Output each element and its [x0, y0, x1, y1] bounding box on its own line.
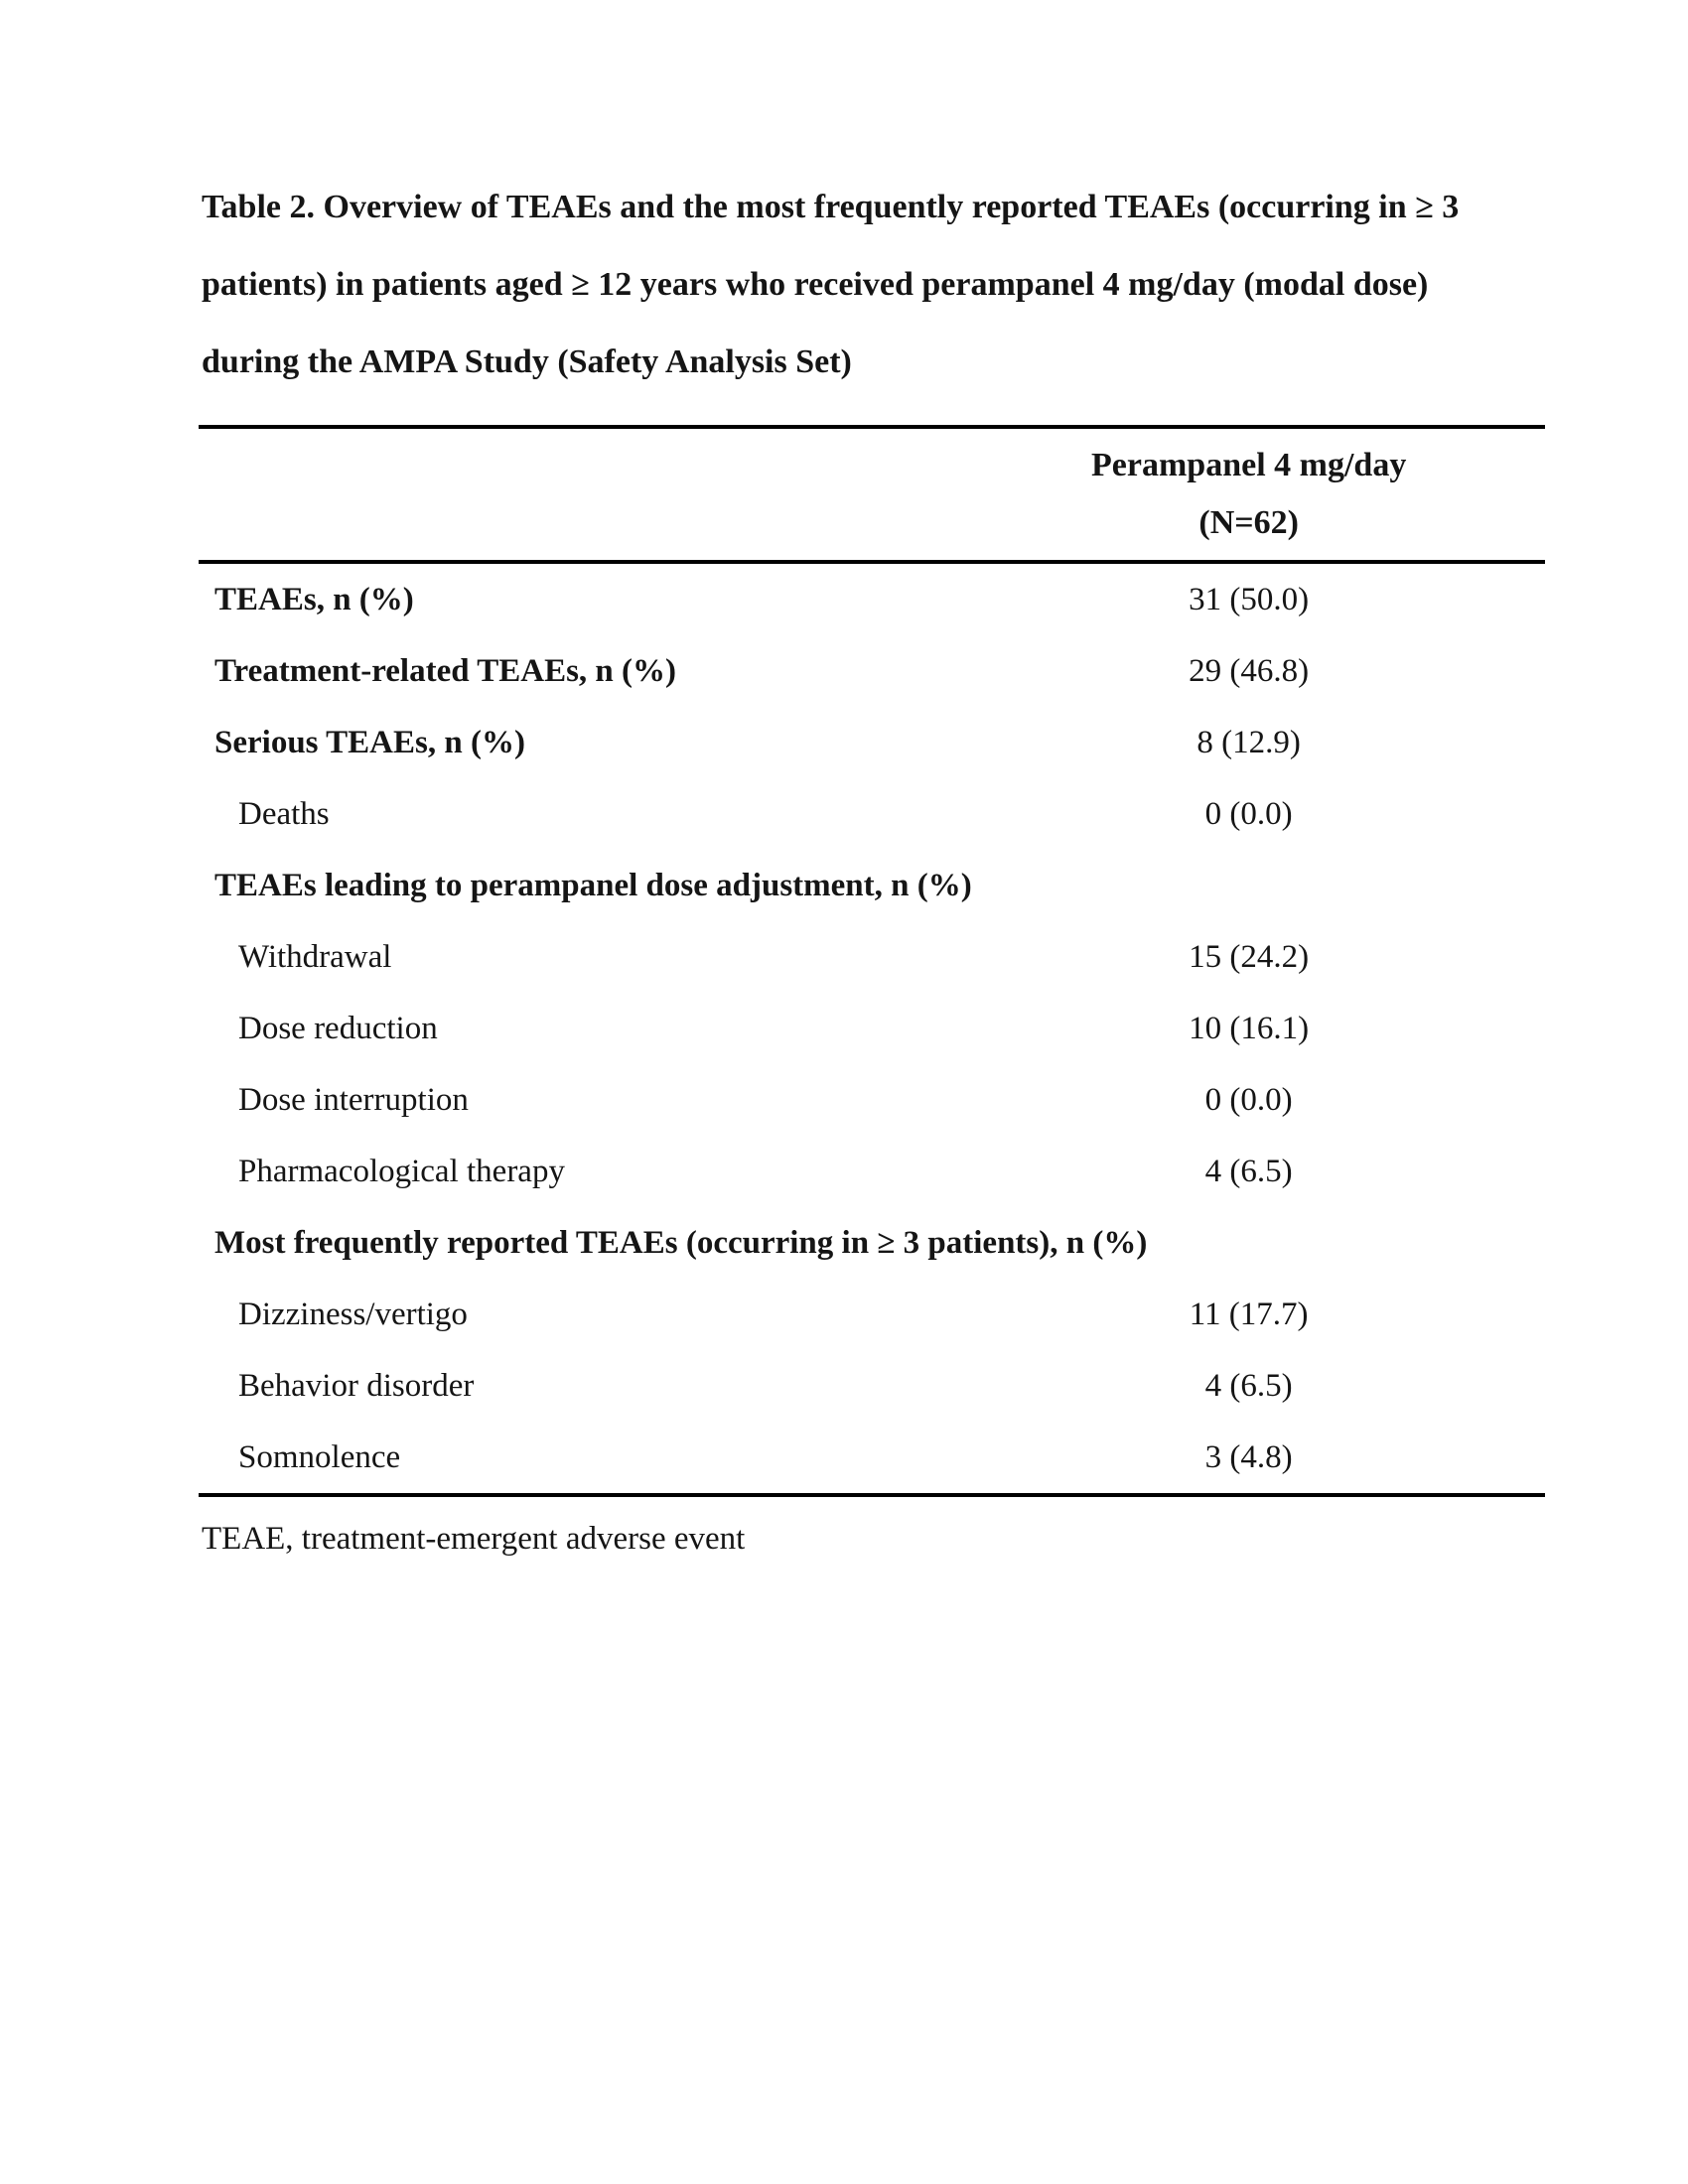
- table-footnote: TEAE, treatment-emergent adverse event: [202, 1521, 746, 1557]
- table-row: [199, 1136, 1545, 1207]
- table-caption: [202, 169, 1545, 401]
- row-value: 11 (17.7): [1189, 1296, 1309, 1332]
- row-label: TEAEs, n (%): [214, 581, 414, 617]
- row-value: 0 (0.0): [1204, 795, 1293, 832]
- table-row: [199, 993, 1545, 1064]
- table-row: [199, 635, 1545, 707]
- table-header-spacer-cell: [199, 437, 952, 552]
- row-value: 4 (6.5): [1204, 1367, 1293, 1404]
- row-value: 29 (46.8): [1189, 652, 1310, 689]
- row-value: 3 (4.8): [1204, 1438, 1293, 1475]
- table-row: [199, 1064, 1545, 1136]
- row-label: TEAEs leading to perampanel dose adjustment, n (%): [214, 867, 972, 903]
- row-label: Pharmacological therapy: [238, 1153, 565, 1189]
- table-row: [199, 850, 1545, 921]
- table-caption-line-1: Table 2. Overview of TEAEs and the most frequently reported TEAEs (occurring in ≥ 3: [202, 189, 1460, 225]
- table-row: [199, 921, 1545, 993]
- table-header-row: [199, 429, 1545, 564]
- table-caption-line-2: patients) in patients aged ≥ 12 years who received perampanel 4 mg/day (modal dose): [202, 266, 1429, 303]
- column-header-n-label: (N=62): [1198, 504, 1299, 541]
- table-row: [199, 1350, 1545, 1422]
- row-label: Dose reduction: [238, 1010, 438, 1046]
- table-row: [199, 564, 1545, 635]
- row-label: Serious TEAEs, n (%): [214, 724, 525, 760]
- teae-overview-table: [199, 425, 1545, 1497]
- row-value: 15 (24.2): [1189, 938, 1310, 975]
- row-label: Deaths: [238, 795, 330, 832]
- row-label: Withdrawal: [238, 938, 392, 975]
- row-label: Treatment-related TEAEs, n (%): [214, 652, 677, 689]
- row-value: 8 (12.9): [1196, 724, 1301, 760]
- table-row: [199, 1279, 1545, 1350]
- table-column-header: [952, 437, 1545, 552]
- row-label: Somnolence: [238, 1438, 401, 1475]
- row-label: Behavior disorder: [238, 1367, 475, 1404]
- table-row: [199, 1422, 1545, 1493]
- row-value: 31 (50.0): [1189, 581, 1310, 617]
- row-label: Most frequently reported TEAEs (occurring in ≥ 3 patients), n (%): [214, 1224, 1148, 1261]
- table-body: [199, 564, 1545, 1493]
- table-row: [199, 778, 1545, 850]
- table-caption-line-3: during the AMPA Study (Safety Analysis Set): [202, 343, 852, 380]
- row-label: Dizziness/vertigo: [238, 1296, 468, 1332]
- column-header-group-label: Perampanel 4 mg/day: [1091, 447, 1407, 483]
- table-row: [199, 1207, 1545, 1279]
- row-value: 4 (6.5): [1204, 1153, 1293, 1189]
- table-row: [199, 707, 1545, 778]
- row-value: 10 (16.1): [1189, 1010, 1310, 1046]
- row-label: Dose interruption: [238, 1081, 469, 1118]
- row-value: 0 (0.0): [1204, 1081, 1293, 1118]
